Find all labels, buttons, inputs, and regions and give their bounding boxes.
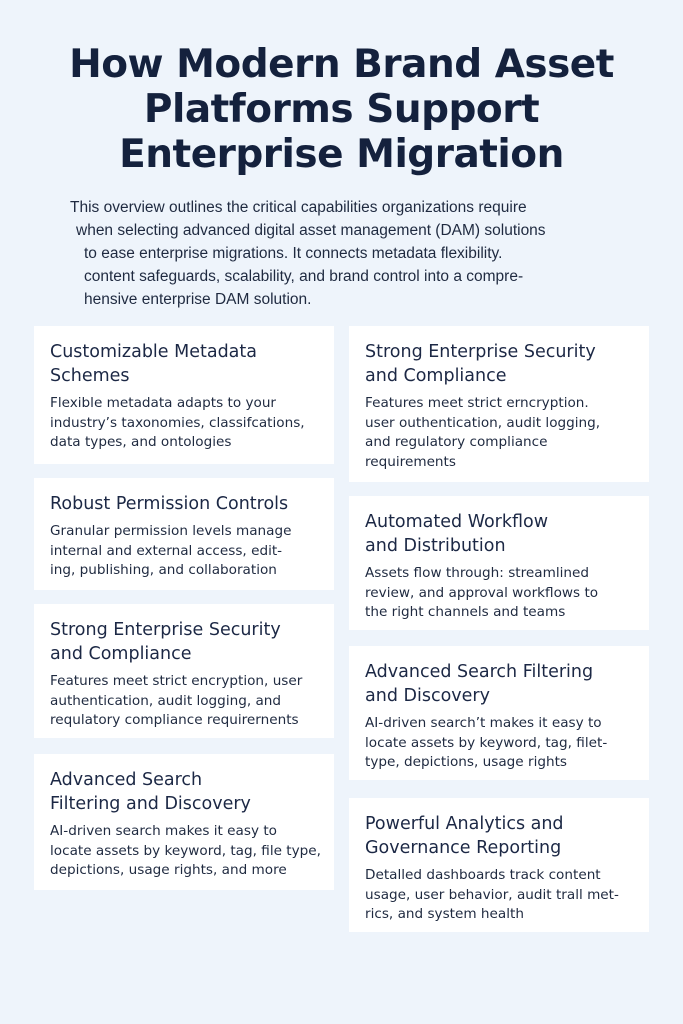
card-title: [365, 510, 633, 558]
card-body-line: review, and approval workflows to: [365, 584, 599, 601]
feature-card-security: [349, 326, 649, 482]
card-body-line: Assets flow through: streamlined: [365, 565, 589, 581]
card-body-line: AI-driven search makes it easy to: [50, 823, 277, 839]
card-title-line: Strong Enterprise Security: [365, 342, 596, 362]
card-title-line: and Discovery: [365, 686, 490, 706]
card-body-line: authentication, audit logging, and: [50, 692, 282, 709]
card-description: [365, 714, 633, 773]
card-title: [50, 340, 318, 388]
feature-card-permissions: [34, 478, 334, 590]
card-title: [365, 812, 633, 860]
feature-card-search: [349, 646, 649, 780]
card-title: [50, 768, 318, 816]
title-line: How Modern Brand Asset: [69, 42, 614, 87]
card-description: [50, 822, 321, 881]
intro-paragraph: [70, 196, 630, 311]
card-body-line: ing, publishing, and collaboration: [50, 562, 277, 578]
title-line: Platforms Support: [143, 87, 540, 132]
card-description: [365, 866, 633, 925]
card-body-line: locate assets by keyword, tag, file type,: [50, 842, 321, 859]
card-body-line: rics, and system health: [365, 906, 524, 922]
feature-card-workflow: [349, 496, 649, 630]
card-body-line: usage, user behavior, audit trall met-: [365, 886, 619, 903]
card-description: [50, 522, 318, 581]
card-title-line: Powerful Analytics and: [365, 814, 564, 834]
page-title: [40, 42, 643, 177]
card-body-line: internal and external access, edit-: [50, 542, 283, 559]
card-title: [50, 618, 318, 666]
feature-card-metadata: [34, 326, 334, 464]
feature-card-search: [34, 754, 334, 890]
card-title-line: Schemes: [50, 366, 130, 386]
card-title-line: and Compliance: [50, 644, 192, 664]
card-title-line: Advanced Search Filtering: [365, 662, 594, 682]
card-title-line: Strong Enterprise Security: [50, 620, 281, 640]
card-body-line: and regulatory compliance: [365, 434, 548, 450]
card-title: [365, 660, 633, 708]
card-body-line: user outhentication, audit logging,: [365, 414, 601, 431]
card-description: [50, 672, 318, 731]
card-title-line: Customizable Metadata: [50, 342, 257, 362]
card-description: [365, 564, 633, 623]
card-body-line: locate assets by keyword, tag, filet-: [365, 734, 608, 751]
card-body-line: type, depictions, usage rights: [365, 754, 568, 770]
card-body-line: the right channels and teams: [365, 604, 566, 620]
card-title-line: Automated Workflow: [365, 512, 549, 532]
card-title-line: and Compliance: [365, 366, 507, 386]
card-body-line: industry’s taxonomies, classifcations,: [50, 414, 305, 431]
card-body-line: Features meet strict encryption, user: [50, 673, 303, 689]
intro-line: content safeguards, scalability, and brand control into a compre-: [84, 268, 524, 285]
card-body-line: Granular permission levels manage: [50, 523, 292, 539]
intro-line: This overview outlines the critical capabilities organizations require: [70, 199, 527, 216]
card-title-line: Robust Permission Controls: [50, 494, 289, 514]
card-body-line: data types, and ontologies: [50, 434, 232, 450]
card-title-line: and Distribution: [365, 536, 506, 556]
card-description: [50, 394, 318, 453]
card-body-line: Flexible metadata adapts to your: [50, 395, 277, 411]
intro-line: to ease enterprise migrations. It connects metadata flexibility.: [84, 245, 503, 262]
card-body-line: requirements: [365, 453, 456, 470]
card-title-line: Governance Reporting: [365, 838, 562, 858]
title-line: Enterprise Migration: [119, 132, 564, 177]
card-title: [50, 492, 318, 516]
card-body-line: AI-driven search’t makes it easy to: [365, 715, 602, 731]
intro-line: when selecting advanced digital asset management (DAM) solutions: [76, 222, 546, 239]
feature-card-analytics: [349, 798, 649, 932]
card-body-line: Features meet strict erncryption.: [365, 395, 589, 411]
card-title-line: Filtering and Discovery: [50, 794, 251, 814]
card-title: [365, 340, 633, 388]
card-body-line: depictions, usage rights, and more: [50, 862, 287, 878]
intro-line: hensive enterprise DAM solution.: [84, 291, 312, 308]
card-description: [365, 394, 633, 472]
card-title-line: Advanced Search: [50, 770, 203, 790]
card-body-line: requlatory compliance requirernents: [50, 712, 299, 728]
card-body-line: Detalled dashboards track content: [365, 867, 601, 883]
feature-card-security: [34, 604, 334, 738]
